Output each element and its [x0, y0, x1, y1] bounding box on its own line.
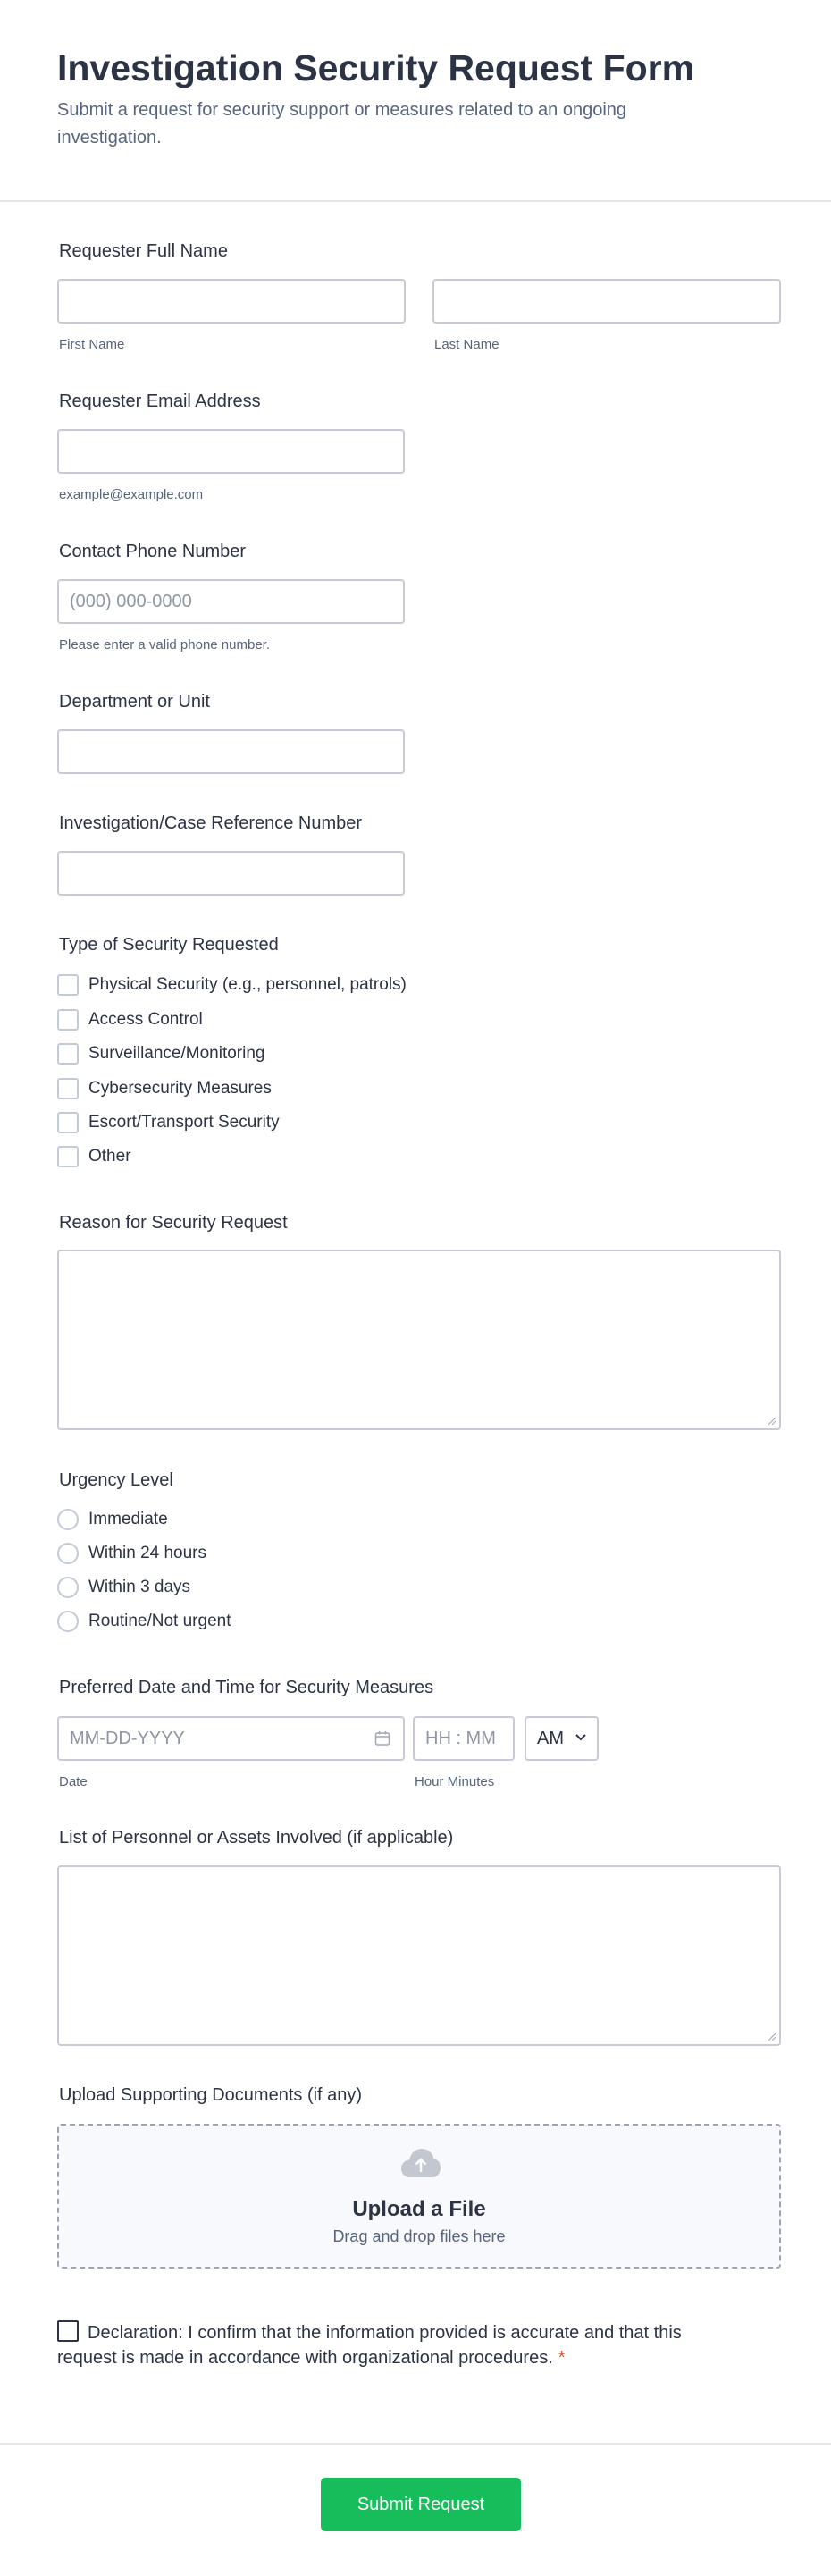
urgency-option[interactable]	[57, 1610, 231, 1633]
form-title: Investigation Security Request Form	[57, 47, 695, 88]
phone-input[interactable]	[57, 579, 405, 624]
option-label: Immediate	[88, 1510, 168, 1528]
email-sublabel: example@example.com	[59, 487, 204, 502]
phone-label: Contact Phone Number	[59, 542, 247, 561]
time-sublabel: Hour Minutes	[415, 1774, 495, 1789]
upload-dropzone[interactable]	[57, 2124, 781, 2269]
required-mark: *	[558, 2348, 566, 2368]
reason-label: Reason for Security Request	[59, 1213, 288, 1233]
radio-button[interactable]	[57, 1543, 79, 1564]
option-label: Escort/Transport Security	[88, 1113, 280, 1132]
urgency-option[interactable]	[57, 1508, 168, 1531]
option-label: Within 3 days	[88, 1578, 191, 1596]
checkbox[interactable]	[57, 974, 79, 996]
calendar-icon[interactable]	[374, 1730, 390, 1747]
declaration-text: Declaration: I confirm that the information provided is accurate and that this request is made in accordance with organizational procedures.	[57, 2323, 682, 2368]
case-ref-label: Investigation/Case Reference Number	[59, 813, 363, 833]
first-name-sublabel: First Name	[59, 337, 125, 352]
declaration-checkbox[interactable]	[57, 2320, 79, 2342]
checkbox[interactable]	[57, 1009, 79, 1031]
option-label: Routine/Not urgent	[88, 1612, 231, 1630]
checkbox[interactable]	[57, 1078, 79, 1099]
checkbox[interactable]	[57, 1043, 79, 1065]
upload-label: Upload Supporting Documents (if any)	[59, 2085, 363, 2105]
urgency-label: Urgency Level	[59, 1470, 173, 1490]
option-label: Access Control	[88, 1010, 203, 1029]
date-input[interactable]	[57, 1716, 405, 1761]
resize-handle-icon[interactable]	[767, 1416, 776, 1425]
department-input[interactable]	[57, 729, 405, 774]
email-label: Requester Email Address	[59, 391, 261, 411]
submit-button[interactable]: Submit Request	[321, 2478, 521, 2531]
last-name-sublabel: Last Name	[434, 337, 499, 352]
urgency-option[interactable]	[57, 1542, 206, 1565]
form-footer	[0, 2443, 831, 2576]
time-input[interactable]	[413, 1716, 515, 1761]
email-input[interactable]	[57, 429, 405, 474]
security-option[interactable]	[57, 1111, 280, 1134]
security-option[interactable]	[57, 1145, 131, 1168]
radio-button[interactable]	[57, 1611, 79, 1632]
checkbox[interactable]	[57, 1112, 79, 1133]
last-name-input[interactable]	[432, 279, 781, 324]
upload-subtitle: Drag and drop files here	[332, 2227, 506, 2245]
ampm-value: AM	[537, 1729, 564, 1748]
case-ref-input[interactable]	[57, 851, 405, 896]
checkbox[interactable]	[57, 1146, 79, 1167]
security-option[interactable]	[57, 1077, 272, 1100]
personnel-textarea[interactable]	[57, 1865, 781, 2046]
upload-title: Upload a File	[352, 2197, 486, 2221]
form-subtitle: Submit a request for security support or measures related to an ongoing investigation.	[57, 100, 627, 147]
resize-handle-icon[interactable]	[767, 2032, 776, 2041]
radio-button[interactable]	[57, 1509, 79, 1530]
radio-button[interactable]	[57, 1577, 79, 1598]
declaration[interactable]	[57, 2320, 718, 2370]
full-name-label: Requester Full Name	[59, 241, 228, 261]
option-label: Cybersecurity Measures	[88, 1079, 272, 1098]
personnel-label: List of Personnel or Assets Involved (if applicable)	[59, 1828, 454, 1848]
security-option[interactable]	[57, 1042, 265, 1065]
phone-placeholder: (000) 000-0000	[70, 592, 192, 611]
first-name-input[interactable]	[57, 279, 406, 324]
security-option[interactable]	[57, 1008, 203, 1031]
chevron-down-icon	[575, 1734, 586, 1741]
date-placeholder: MM-DD-YYYY	[70, 1729, 185, 1748]
preferred-datetime-label: Preferred Date and Time for Security Measures	[59, 1678, 434, 1697]
urgency-option[interactable]	[57, 1576, 190, 1599]
option-label: Surveillance/Monitoring	[88, 1044, 265, 1063]
option-label: Physical Security (e.g., personnel, patrols)	[88, 975, 407, 994]
cloud-upload-icon	[399, 2147, 442, 2179]
option-label: Within 24 hours	[88, 1544, 207, 1562]
department-label: Department or Unit	[59, 692, 210, 711]
security-type-label: Type of Security Requested	[59, 935, 279, 955]
time-placeholder: HH : MM	[425, 1729, 496, 1748]
phone-sublabel: Please enter a valid phone number.	[59, 637, 270, 652]
ampm-select[interactable]	[525, 1716, 599, 1761]
security-option[interactable]	[57, 973, 407, 997]
date-sublabel: Date	[59, 1774, 88, 1789]
reason-textarea[interactable]	[57, 1250, 781, 1430]
option-label: Other	[88, 1147, 131, 1166]
